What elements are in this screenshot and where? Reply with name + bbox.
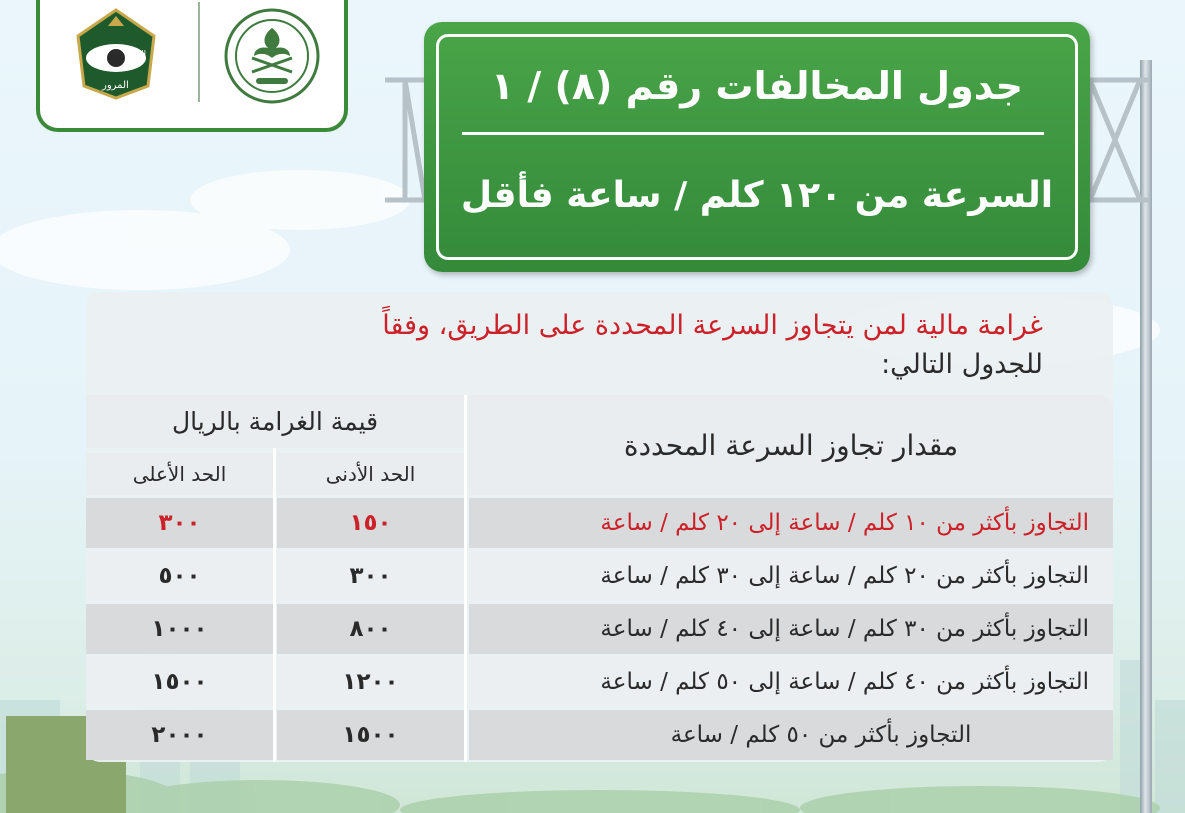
- intro-line-2: للجدول التالي:: [881, 349, 1043, 380]
- row-description: التجاوز بأكثر من ٥٠ كلم / ساعة: [469, 710, 1113, 760]
- traffic-logo-text-2: العام: [130, 49, 146, 58]
- header-fine-value: قيمة الغرامة بالريال: [86, 395, 464, 448]
- logo-badge: [36, 0, 348, 132]
- row-description: التجاوز بأكثر من ٣٠ كلم / ساعة إلى ٤٠ كلم / ساعة: [469, 604, 1113, 654]
- fines-table: [86, 395, 1113, 762]
- violation-sign: [424, 22, 1090, 272]
- table-row: [86, 498, 1113, 551]
- sign-subtitle: السرعة من ١٢٠ كلم / ساعة فأقل: [460, 175, 1054, 216]
- row-min-fine: ٣٠٠: [277, 551, 464, 601]
- header-max: الحد الأعلى: [86, 453, 273, 495]
- table-row: [86, 710, 1113, 763]
- row-max-fine: ١٠٠٠: [86, 604, 273, 654]
- table-row: [86, 551, 1113, 604]
- sign-title: جدول المخالفات رقم (٨) / ١: [490, 64, 1024, 108]
- header-min: الحد الأدنى: [277, 453, 464, 495]
- saudi-emblem-icon: [222, 6, 322, 106]
- intro-line-1: غرامة مالية لمن يتجاوز السرعة المحددة على الطريق، وفقاً: [382, 310, 1043, 341]
- column-separator: [464, 395, 467, 762]
- row-max-fine: ٣٠٠: [86, 498, 273, 548]
- traffic-logo-text-3: المرور: [102, 80, 129, 91]
- fines-card: [86, 292, 1113, 762]
- row-min-fine: ١٥٠٠: [277, 710, 464, 760]
- traffic-logo-text-1: الأمن: [88, 49, 106, 58]
- row-max-fine: ٥٠٠: [86, 551, 273, 601]
- traffic-directorate-logo-icon: [68, 6, 164, 102]
- sign-divider: [462, 132, 1044, 135]
- header-speed-excess: مقدار تجاوز السرعة المحددة: [469, 395, 1113, 495]
- table-row: [86, 604, 1113, 657]
- row-min-fine: ١٢٠٠: [277, 657, 464, 707]
- row-max-fine: ١٥٠٠: [86, 657, 273, 707]
- row-max-fine: ٢٠٠٠: [86, 710, 273, 760]
- column-separator: [273, 448, 276, 762]
- logo-divider: [198, 2, 200, 102]
- row-min-fine: ٨٠٠: [277, 604, 464, 654]
- row-min-fine: ١٥٠: [277, 498, 464, 548]
- table-row: [86, 657, 1113, 710]
- row-description: التجاوز بأكثر من ٤٠ كلم / ساعة إلى ٥٠ كلم / ساعة: [469, 657, 1113, 707]
- intro-text: [163, 306, 1043, 384]
- row-description: التجاوز بأكثر من ١٠ كلم / ساعة إلى ٢٠ كلم / ساعة: [469, 498, 1113, 548]
- row-description: التجاوز بأكثر من ٢٠ كلم / ساعة إلى ٣٠ كلم / ساعة: [469, 551, 1113, 601]
